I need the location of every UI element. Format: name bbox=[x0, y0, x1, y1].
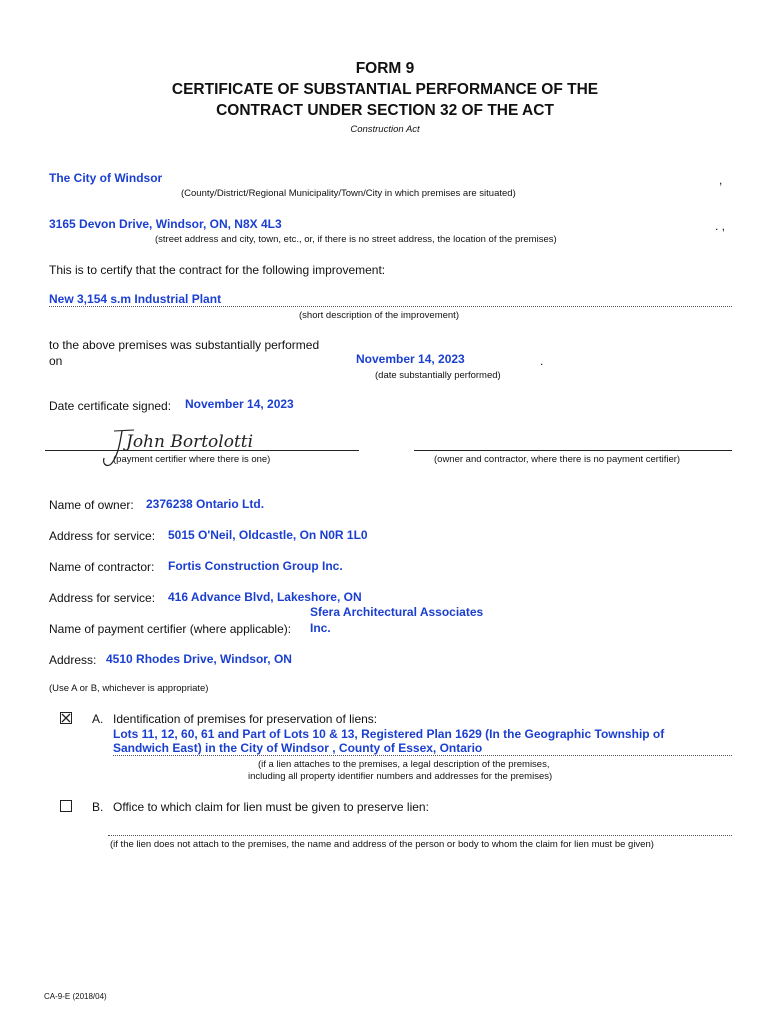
premises-address-field[interactable]: 3165 Devon Drive, Windsor, ON, N8X 4L3 bbox=[49, 217, 282, 231]
contractor-address-label: Address for service: bbox=[49, 591, 156, 605]
form-number: FORM 9 bbox=[355, 60, 415, 77]
payment-certifier-field-line1[interactable]: Sfera Architectural Associates bbox=[310, 605, 484, 619]
performed-date-field[interactable]: November 14, 2023 bbox=[356, 352, 465, 366]
premises-address-trailing: . , bbox=[715, 219, 726, 233]
contractor-field[interactable]: Fortis Construction Group Inc. bbox=[168, 559, 343, 573]
municipality-trailing: , bbox=[719, 173, 723, 187]
form-title-line2: CONTRACT UNDER SECTION 32 OF THE ACT bbox=[216, 102, 554, 119]
use-a-or-b-note: (Use A or B, whichever is appropriate) bbox=[49, 683, 209, 694]
option-a-label: Identification of premises for preservation of liens: bbox=[113, 712, 378, 726]
performed-text-line1: to the above premises was substantially performed bbox=[49, 338, 320, 352]
option-a-line bbox=[113, 755, 732, 756]
option-a-letter: A. bbox=[92, 712, 104, 726]
certify-statement: This is to certify that the contract for the following improvement: bbox=[49, 263, 386, 277]
payment-certifier-label: Name of payment certifier (where applicable): bbox=[49, 622, 292, 636]
option-b-checkbox[interactable] bbox=[60, 800, 72, 812]
owner-contractor-signature-hint: (owner and contractor, where there is no payment certifier) bbox=[434, 454, 681, 465]
signature-image bbox=[100, 425, 260, 473]
improvement-field[interactable]: New 3,154 s.m Industrial Plant bbox=[49, 292, 222, 306]
date-signed-field[interactable]: November 14, 2023 bbox=[185, 397, 294, 411]
signature-text: John Bortolotti bbox=[126, 432, 254, 452]
option-a-checkbox[interactable] bbox=[60, 712, 72, 724]
payment-certifier-field-line2[interactable]: Inc. bbox=[310, 621, 331, 635]
option-a-field-line2[interactable]: Sandwich East) in the City of Windsor , County of Essex, Ontario bbox=[113, 741, 483, 755]
payment-certifier-signature-hint: (payment certifier where there is one) bbox=[113, 454, 271, 465]
owner-contractor-signature-line[interactable] bbox=[414, 450, 732, 451]
form-code: CA-9-E (2018/04) bbox=[44, 992, 107, 1001]
certifier-address-field[interactable]: 4510 Rhodes Drive, Windsor, ON bbox=[106, 652, 292, 666]
form-subtitle: Construction Act bbox=[350, 124, 420, 135]
municipality-hint: (County/District/Regional Municipality/Town/City in which premises are situated) bbox=[181, 188, 516, 199]
option-a-field-line1[interactable]: Lots 11, 12, 60, 61 and Part of Lots 10 & 13, Registered Plan 1629 (In the Geographic Township of bbox=[113, 727, 665, 741]
option-a-hint-line1: (if a lien attaches to the premises, a legal description of the premises, bbox=[258, 759, 550, 770]
performed-date-hint: (date substantially performed) bbox=[375, 370, 501, 381]
owner-address-field[interactable]: 5015 O'Neil, Oldcastle, On N0R 1L0 bbox=[168, 528, 368, 542]
improvement-hint: (short description of the improvement) bbox=[299, 310, 459, 321]
contractor-address-field[interactable]: 416 Advance Blvd, Lakeshore, ON bbox=[168, 590, 362, 604]
option-b-line[interactable] bbox=[108, 835, 732, 836]
checkbox-checked-icon bbox=[61, 713, 71, 723]
date-signed-label: Date certificate signed: bbox=[49, 399, 172, 413]
owner-label: Name of owner: bbox=[49, 498, 134, 512]
performed-text-line2: on bbox=[49, 354, 63, 368]
option-b-letter: B. bbox=[92, 800, 104, 814]
owner-address-label: Address for service: bbox=[49, 529, 156, 543]
option-b-label: Office to which claim for lien must be given to preserve lien: bbox=[113, 800, 429, 814]
payment-certifier-signature-line[interactable] bbox=[45, 450, 359, 451]
municipality-field[interactable]: The City of Windsor bbox=[49, 171, 163, 185]
certifier-address-label: Address: bbox=[49, 653, 97, 667]
improvement-line bbox=[49, 306, 732, 307]
contractor-label: Name of contractor: bbox=[49, 560, 155, 574]
option-a-hint-line2: including all property identifier numbers and addresses for the premises) bbox=[248, 771, 553, 782]
owner-field[interactable]: 2376238 Ontario Ltd. bbox=[146, 497, 265, 511]
premises-address-hint: (street address and city, town, etc., or, if there is no street address, the location of the premises) bbox=[155, 234, 557, 245]
form-title-line1: CERTIFICATE OF SUBSTANTIAL PERFORMANCE OF THE bbox=[171, 81, 599, 98]
performed-trailing: . bbox=[540, 354, 544, 368]
option-b-hint: (if the lien does not attach to the premises, the name and address of the person or body to whom the claim for lien must be given) bbox=[110, 839, 654, 850]
